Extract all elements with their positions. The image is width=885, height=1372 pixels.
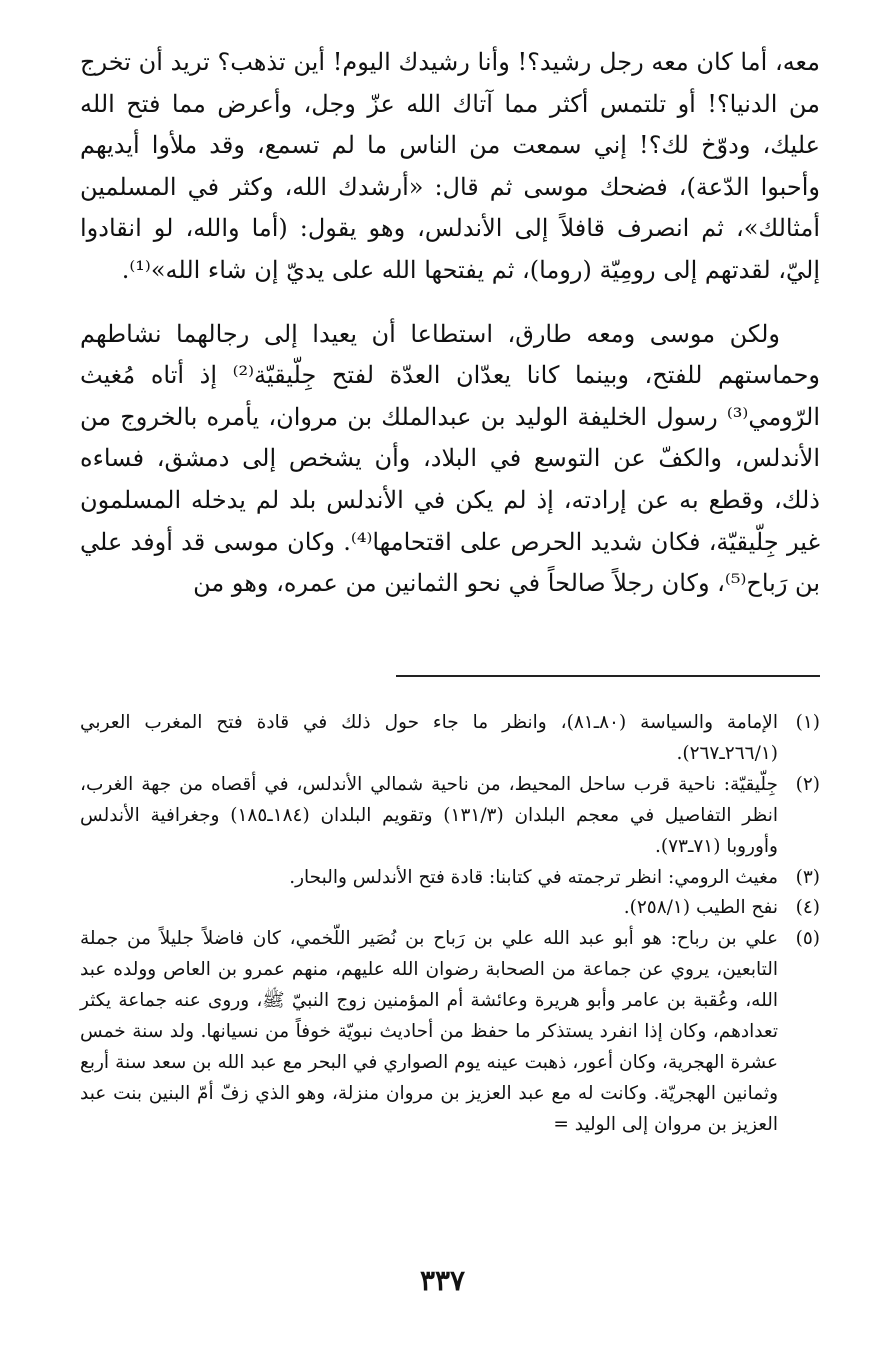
- footnote-5: [80, 924, 820, 1140]
- page-number: ٣٣٧: [419, 1264, 466, 1297]
- footnote-text: علي بن رباح: هو أبو عبد الله علي بن رَباح بن نُصَير اللّخمي، كان فاضلاً جليلاً من جملة التابعين، يروي عن جماعة من الصحابة رضوان الله عليهم، منهم عمرو بن العاص وولده عبد الله، وعُقبة بن عامر وأبو هريرة وعائشة أم المؤمنين زوج النبيّ ﷺ، وروى عنه جماعة يكثر تعدادهم، وكان إذا انفرد يستذكر ما حفظ من أحاديث نبويّة خوفاً من نسيانها. ولد سنة خمس عشرة الهجرية، وكان أعور، ذهبت عينه يوم الصواري في البحر مع عبد الله بن سعد سنة أربع وثمانين الهجريّة. وكانت له مع عبد العزيز بن مروان منزلة، وهو الذي زفّ أمّ البنين بنت عبد العزيز بن مروان إلى الوليد =: [80, 928, 778, 1135]
- footnote-number: (٤): [795, 897, 820, 919]
- paragraph-2: ولكن موسى ومعه طارق، استطاعا أن يعيدا إلى رجالهما نشاطهم وحماستهم للفتح، وبينما كانا يعدّان العدّة لفتح جِلّيقيّة⁽²⁾ إذ أتاه مُغيث الرّومي⁽³⁾ رسول الخليفة الوليد بن عبدالملك بن مروان، يأمره بالخروج من الأندلس، والكفّ عن التوسع في البلاد، وأن يشخص إلى دمشق، فساءه ذلك، وقطع به عن إرادته، إذ لم يكن في الأندلس بلد لم يدخله المسلمون غير جِلّيقيّة، فكان شديد الحرص على اقتحامها⁽⁴⁾. وكان موسى قد أوفد علي بن رَباح⁽⁵⁾، وكان رجلاً صالحاً في نحو الثمانين من عمره، وهو من: [80, 319, 821, 598]
- footnote-3: [80, 863, 820, 894]
- footnote-number: (١): [795, 712, 820, 733]
- footnote-number: (٢): [795, 773, 820, 795]
- footnote-number: (٥): [795, 928, 820, 950]
- footnote-text: نفح الطيب (٢٥٨/١).: [623, 897, 778, 919]
- paragraph-1: معه، أما كان معه رجل رشيد؟! وأنا رشيدك اليوم! أين تذهب؟ تريد أن تخرج من الدنيا؟! أو تلتمس أكثر مما آتاك الله عزّ وجل، وأعرض مما فتح الله عليك، ودوّخ لك؟! إني سمعت من الناس ما لم تسمع، وقد ملأوا أيديهم وأحبوا الدّعة)، فضحك موسى ثم قال: «أرشدك الله، وكثر في المسلمين أمثالك»، ثم انصرف قافلاً إلى الأندلس، وهو يقول: (أما والله، لو انقادوا إليّ، لقدتهم إلى رومِيّة (روما)، ثم يفتحها الله على يديّ إن شاء الله»⁽¹⁾.: [80, 48, 820, 284]
- footnotes: [80, 708, 820, 1141]
- footnote-text: جِلّيقيّة: ناحية قرب ساحل المحيط، من ناحية شمالي الأندلس، في أقصاه من جهة الغرب، انظر التفاصيل في معجم البلدان (١٣١/٣) وتقويم البلدان (١٨٤ـ١٨٥) وجغرافية الأندلس وأوروبا (٧١ـ٧٣).: [80, 773, 778, 857]
- main-text: [80, 42, 820, 605]
- footnote-1: [80, 708, 820, 770]
- footnote-2: [80, 770, 820, 863]
- footnote-separator: [396, 675, 820, 677]
- footnote-text: الإمامة والسياسة (٨٠ـ٨١)، وانظر ما جاء حول ذلك في قادة فتح المغرب العربي (٢٦٦/١ـ٢٦٧).: [80, 712, 778, 764]
- footnote-4: [80, 893, 820, 924]
- footnote-number: (٣): [795, 866, 820, 888]
- footnote-text: مغيث الرومي: انظر ترجمته في كتابنا: قادة فتح الأندلس والبحار.: [289, 866, 778, 888]
